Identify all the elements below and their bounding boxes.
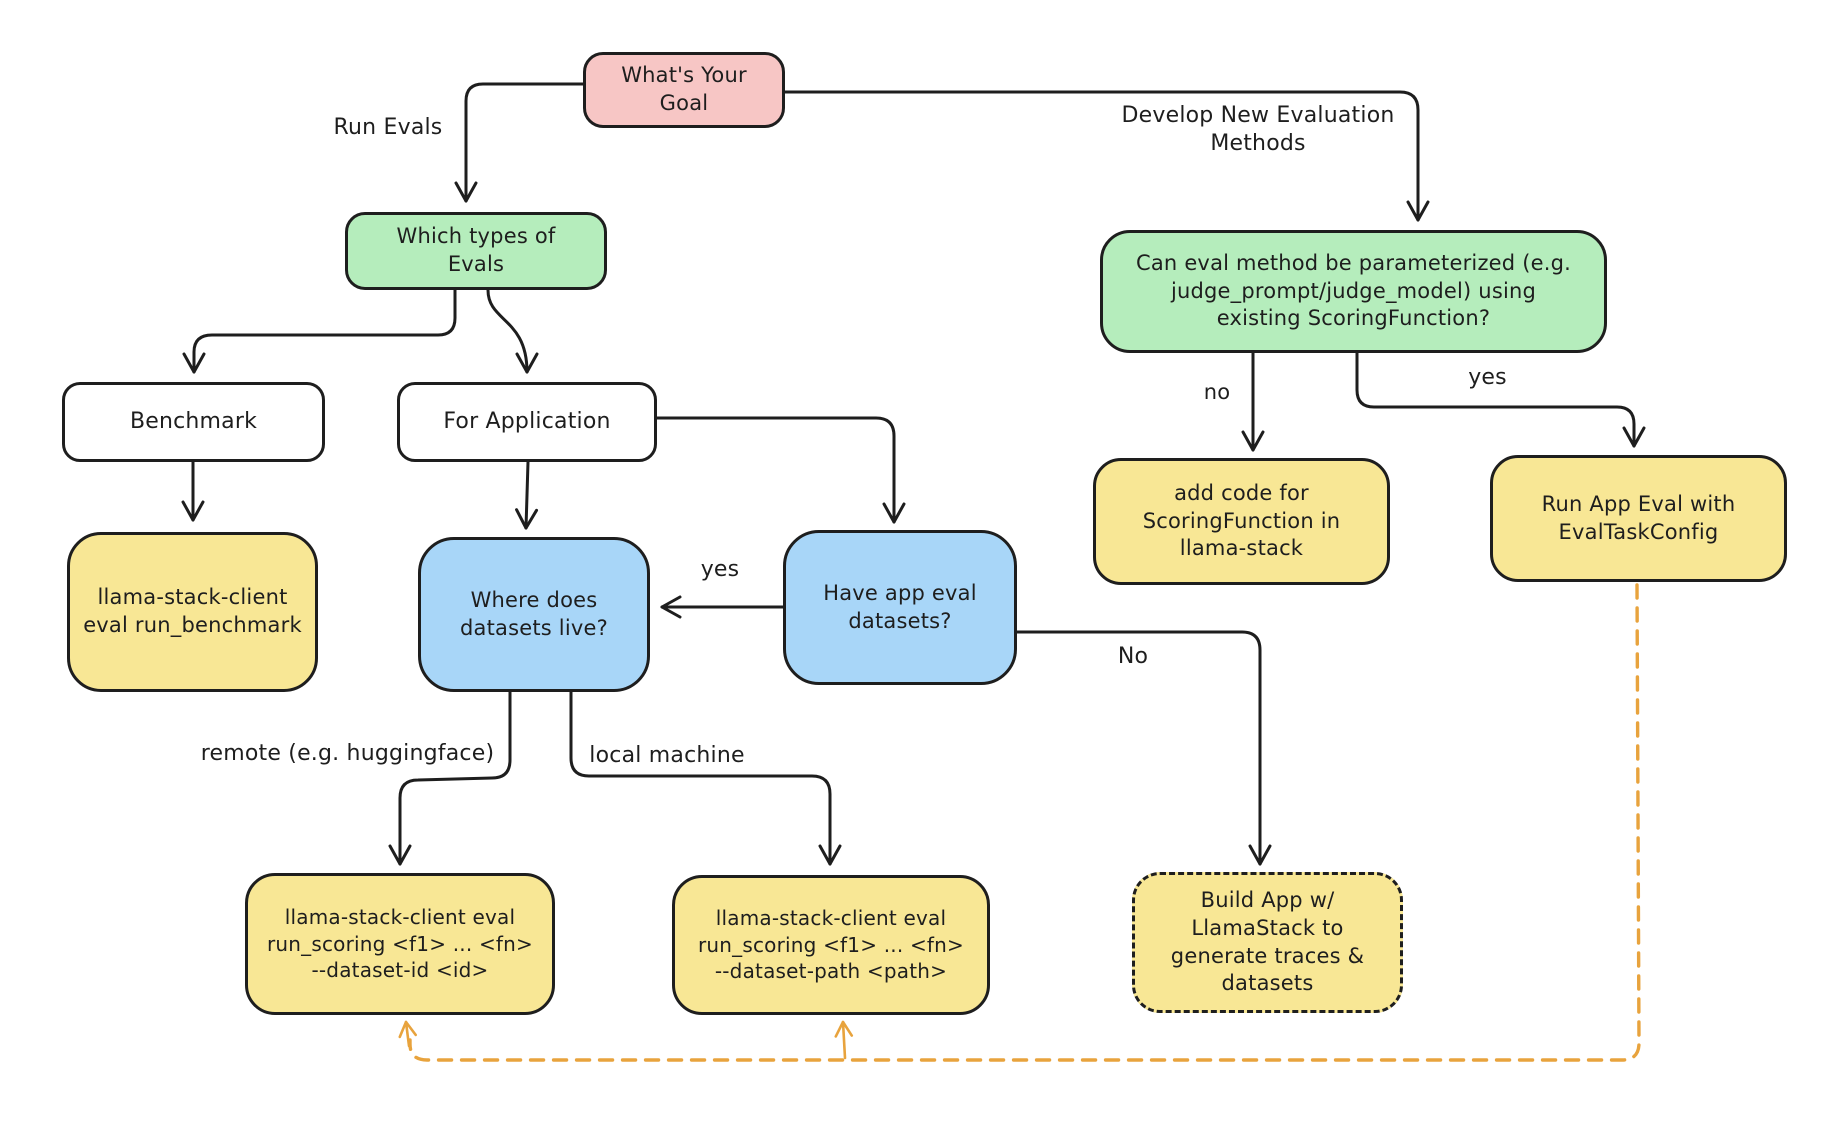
- edge-label-remote-huggingface: remote (e.g. huggingface): [200, 741, 495, 766]
- edge-label-no-have-datasets: No: [1117, 644, 1149, 669]
- node-have-app-eval-datasets: Have app eval datasets?: [783, 530, 1017, 685]
- edge-which-types-to-for-application: [488, 290, 527, 372]
- edge-for-application-to-have-app: [657, 418, 894, 522]
- edge-label-develop-new-evaluation-methods: Develop New Evaluation Methods: [1121, 103, 1395, 156]
- node-run-app-eval-evaltaskconfig: Run App Eval with EvalTaskConfig: [1490, 455, 1787, 582]
- edge-label-run-evals: Run Evals: [333, 115, 443, 140]
- node-for-application: For Application: [397, 382, 657, 462]
- node-whats-your-goal: What's Your Goal: [583, 52, 785, 128]
- edge-goal-to-which-types: [466, 84, 583, 201]
- node-run-scoring-dataset-path-command: llama-stack-client eval run_scoring <f1> ... <fn> --dataset-path <path>: [672, 875, 990, 1015]
- node-add-code-scoringfunction: add code for ScoringFunction in llama-stack: [1093, 458, 1390, 585]
- edge-label-local-machine: local machine: [589, 743, 745, 768]
- node-build-app-generate-datasets: Build App w/ LlamaStack to generate traces & datasets: [1132, 872, 1403, 1013]
- node-benchmark: Benchmark: [62, 382, 325, 462]
- edge-where-datasets-remote-to-run-scoring-id: [400, 692, 510, 864]
- edge-label-no-parameterized: no: [1203, 380, 1231, 404]
- edge-label-yes-parameterized: yes: [1468, 365, 1507, 390]
- node-run-benchmark-command: llama-stack-client eval run_benchmark: [67, 532, 318, 692]
- edge-for-application-to-where-datasets: [526, 462, 528, 528]
- node-where-does-datasets-live: Where does datasets live?: [418, 537, 650, 692]
- node-run-scoring-dataset-id-command: llama-stack-client eval run_scoring <f1> ... <fn> --dataset-id <id>: [245, 873, 555, 1015]
- edge-where-datasets-local-to-run-scoring-path: [571, 692, 830, 864]
- node-can-eval-method-be-parameterized: Can eval method be parameterized (e.g. judge_prompt/judge_model) using existing ScoringFunction?: [1100, 230, 1607, 353]
- edge-label-yes-have-datasets: yes: [700, 557, 740, 582]
- node-which-types-of-evals: Which types of Evals: [345, 212, 607, 290]
- edge-feedback-arrow-to-run-scoring-path: [843, 1022, 845, 1058]
- edge-feedback-arrow-to-run-scoring-id: [406, 1022, 409, 1046]
- edge-which-types-to-benchmark: [194, 290, 455, 372]
